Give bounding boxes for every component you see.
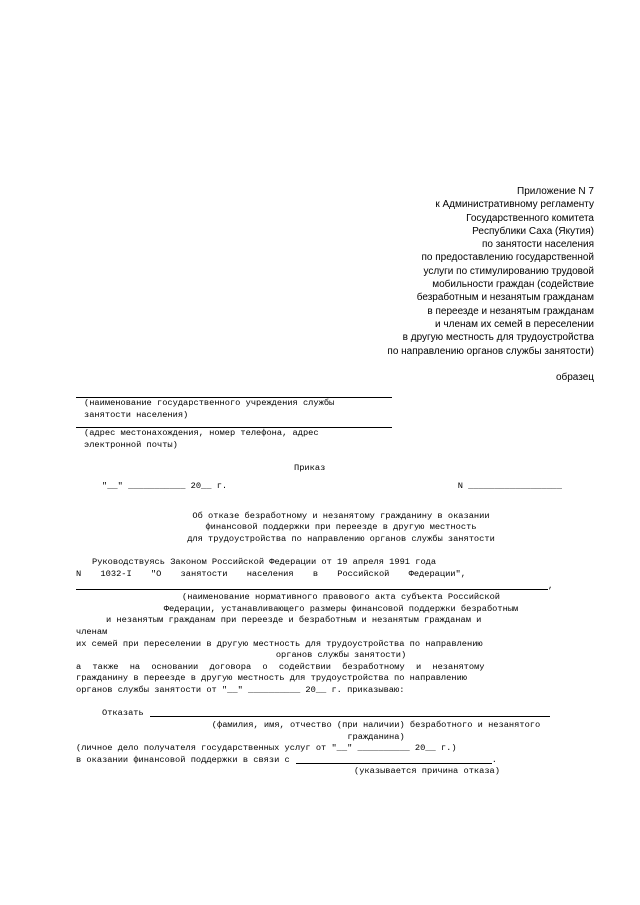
address-hint: электронной почты) (84, 439, 178, 450)
act-hint: Федерации, устанавливающего размеры финансовой поддержки безработным (163, 603, 519, 614)
act-hint: органов службы занятости) (275, 650, 407, 661)
act-hint: членам (76, 626, 108, 637)
body-text: а также на основании договора о содействии безработному и незанятому (76, 661, 485, 672)
name-hint: гражданина) (347, 731, 405, 742)
act-blank[interactable] (76, 581, 548, 590)
body-text: Руководствуясь Законом Российской Федерации от 19 апреля 1991 года (92, 557, 437, 568)
body-text: гражданину в переезде в другую местность для трудоустройства по направлению (76, 673, 468, 684)
refusal-end: . (491, 754, 497, 765)
appendix-line: Государственного комитета (466, 212, 594, 224)
institution-hint: (наименование государственного учреждения службы (84, 398, 335, 408)
refuse-label: Отказать (102, 708, 144, 719)
order-number-field[interactable]: N __________________ (457, 480, 562, 491)
appendix-line: по предоставлению государственной (421, 252, 594, 264)
order-title: Приказ (294, 463, 326, 474)
appendix-line: Республики Саха (Якутия) (472, 225, 594, 237)
act-hint: их семей при переселении в другую местность для трудоустройства по направлению (76, 638, 483, 649)
appendix-line: в другую местность для трудоустройства (402, 332, 594, 344)
order-form (76, 397, 606, 778)
appendix-line: по направлению органов службы занятости) (387, 345, 594, 357)
institution-hint: занятости населения) (84, 409, 189, 420)
name-hint: (фамилия, имя, отчество (при наличии) безработного и незанятого (211, 720, 541, 731)
act-hint: (наименование нормативного правового акта субъекта Российской (181, 592, 500, 603)
order-date-field[interactable]: "__" ___________ 20__ г. (102, 480, 228, 491)
appendix-line: безработным и незанятым гражданам (416, 292, 594, 304)
citizen-name-blank[interactable] (150, 708, 550, 717)
act-hint: и незанятым гражданам при переезде и безработным и незанятым гражданам и (106, 615, 482, 626)
refusal-prefix: в оказании финансовой поддержки в связи с (76, 754, 290, 765)
case-line[interactable]: (личное дело получателя государственных услуг от "__" __________ 20__ г.) (76, 743, 457, 754)
appendix-line: Приложение N 7 (517, 186, 594, 197)
appendix-line: к Административному регламенту (435, 199, 594, 211)
sample-label: образец (555, 372, 594, 383)
appendix-line: в переезде и незанятым гражданам (427, 305, 594, 317)
order-subject: для трудоустройства по направлению органов службы занятости (187, 533, 495, 544)
appendix-header (294, 185, 594, 358)
appendix-line: по занятости населения (481, 239, 594, 251)
body-text: , (548, 580, 554, 591)
address-hint: (адрес местонахождения, номер телефона, адрес (84, 428, 319, 439)
body-text: органов службы занятости от "__" __________ 20__ г. приказываю: (76, 684, 405, 695)
appendix-line: мобильности граждан (содействие (432, 279, 594, 291)
appendix-line: услуги по стимулированию трудовой (423, 265, 594, 277)
order-subject: Об отказе безработному и незанятому гражданину в оказании (192, 510, 490, 521)
appendix-line: и членам их семей в переселении (435, 318, 594, 330)
order-subject: финансовой поддержки при переезде в другую местность (205, 522, 477, 533)
reason-hint: (указывается причина отказа) (354, 766, 500, 777)
body-text: N 1032-I "О занятости населения в Российской Федерации", (76, 568, 466, 579)
refusal-reason-blank[interactable] (296, 755, 492, 764)
